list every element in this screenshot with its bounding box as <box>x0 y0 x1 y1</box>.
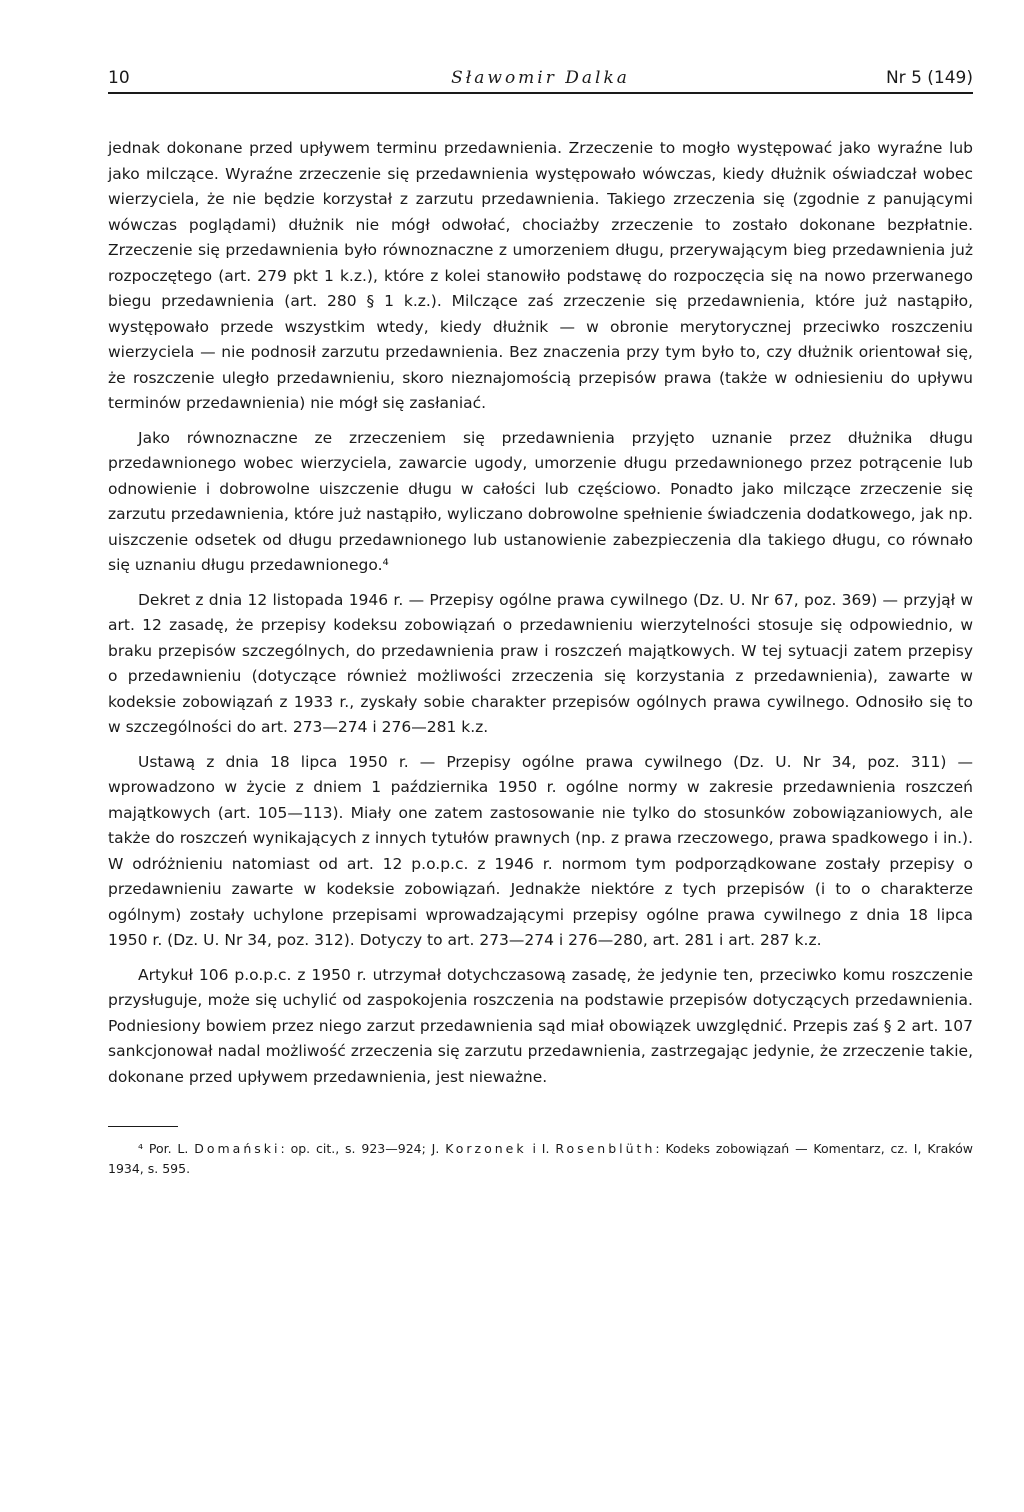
footnote-4 <box>108 1139 973 1179</box>
footnote-text-before: Por. L. <box>143 1141 195 1156</box>
paragraph-2: Jako równoznaczne ze zrzeczeniem się przedawnienia przyjęto uznanie przez dłużnika długu przedawnionego wobec wierzyciela, zawarcie ugody, umorzenie długu przedawnionego przez potrącenie lub odnowienie i dobrowolne uiszczenie długu w całości lub częściowo. Ponadto jako milczące zrzeczenie się zarzutu przedawnienia, które już nastąpiło, wyliczano dobrowolne spełnienie świadczenia dodatkowego, jak np. uiszczenie odsetek od długu przedawnionego lub ustanowienie zabezpieczenia dla takiego długu, co równało się uznaniu długu przedawnionego.⁴ <box>108 428 973 574</box>
issue-number: Nr 5 (149) <box>885 68 973 88</box>
footnote-author-korzonek: Korzonek <box>445 1141 527 1156</box>
footnote-text-middle: : op. cit., s. 923—924; J. <box>280 1141 446 1156</box>
page-number: 10 <box>108 68 130 88</box>
running-title-author: Sławomir Dalka <box>451 68 630 88</box>
footnote-divider <box>108 1126 178 1127</box>
footnote-text-and: i I. <box>526 1141 556 1156</box>
footnote-marker: ⁴ <box>138 1141 144 1156</box>
paragraph-3: Dekret z dnia 12 listopada 1946 r. — Przepisy ogólne prawa cywilnego (Dz. U. Nr 67, poz. 369) — przyjął w art. 12 zasadę, że przepisy kodeksu zobowiązań o przedawnieniu wierzytelności stosuje się odpowiednio, w braku przepisów szczególnych, do przedawnienia praw i roszczeń majątkowych. W tej sytuacji zatem przepisy o przedawnieniu (dotyczące również możliwości zrzeczenia się korzystania z przedawnienia), zawarte w kodeksie zobowiązań z 1933 r., zyskały sobie charakter przepisów ogólnych prawa cywilnego. Odnosiło się to w szczególności do art. 273—274 i 276—281 k.z. <box>108 590 973 736</box>
footnote-text-after: : Kodeks zobowiązań — Komentarz, cz. I, Kraków 1934, s. 595. <box>108 1141 973 1176</box>
article-body <box>108 136 973 1090</box>
paragraph-1: jednak dokonane przed upływem terminu przedawnienia. Zrzeczenie to mogło występować jako wyraźne lub jako milczące. Wyraźne zrzeczenie się przedawnienia występowało wówczas, kiedy dłużnik oświadczał wobec wierzyciela, że nie będzie korzystał z zarzutu przedawnienia. Takiego zrzeczenia się (zgodnie z panującymi wówczas poglądami) dłużnik nie mógł odwołać, chociażby zrzeczenie to zostało dokonane bezpłatnie. Zrzeczenie się przedawnienia było równoznaczne z umorzeniem długu, przerywającym bieg przedawnienia już rozpoczętego (art. 279 pkt 1 k.z.), które z kolei stanowiło podstawę do rozpoczęcia się na nowo przerwanego biegu przedawnienia (art. 280 § 1 k.z.). Milczące zaś zrzeczenie się przedawnienia, które już nastąpiło, występowało przede wszystkim wtedy, kiedy dłużnik — w obronie merytorycznej przeciwko roszczeniu wierzyciela — nie podnosił zarzutu przedawnienia. Bez znaczenia przy tym było to, czy dłużnik orientował się, że roszczenie uległo przedawnieniu, skoro nieznajomością przepisów prawa (także w odniesieniu do upływu terminów przedawnienia) nie mógł się zasłaniać. <box>108 139 973 412</box>
footnote-author-domanski: Domański <box>194 1141 281 1156</box>
running-header <box>108 62 973 94</box>
page <box>108 62 973 1179</box>
paragraph-4: Ustawą z dnia 18 lipca 1950 r. — Przepisy ogólne prawa cywilnego (Dz. U. Nr 34, poz. 311) — wprowadzono w życie z dniem 1 października 1950 r. ogólne normy w zakresie przedawnienia roszczeń majątkowych (art. 105—113). Miały one zatem zastosowanie nie tylko do stosunków zobowiązaniowych, ale także do roszczeń wynikających z innych tytułów prawnych (np. z prawa rzeczowego, prawa spadkowego i in.). W odróżnieniu natomiast od art. 12 p.o.p.c. z 1946 r. normom tym podporządkowane zostały przepisy o przedawnieniu zawarte w kodeksie zobowiązań. Jednakże niektóre z tych przepisów (i to o charakterze ogólnym) zostały uchylone przepisami wprowadzającymi przepisy ogólne prawa cywilnego z dnia 18 lipca 1950 r. (Dz. U. Nr 34, poz. 312). Dotyczy to art. 273—274 i 276—280, art. 281 i art. 287 k.z. <box>108 752 973 949</box>
paragraph-5: Artykuł 106 p.o.p.c. z 1950 r. utrzymał dotychczasową zasadę, że jedynie ten, przeciwko komu roszczenie przysługuje, może się uchylić od zaspokojenia roszczenia na podstawie przepisów dotyczących przedawnienia. Podniesiony bowiem przez niego zarzut przedawnienia sąd miał obowiązek uwzględnić. Przepis zaś § 2 art. 107 sankcjonował nadal możliwość zrzeczenia się zarzutu przedawnienia, zastrzegając jedynie, że zrzeczenie takie, dokonane przed upływem przedawnienia, jest nieważne. <box>108 965 973 1086</box>
footnote-author-rosenbluth: Rosenblüth <box>555 1141 656 1156</box>
